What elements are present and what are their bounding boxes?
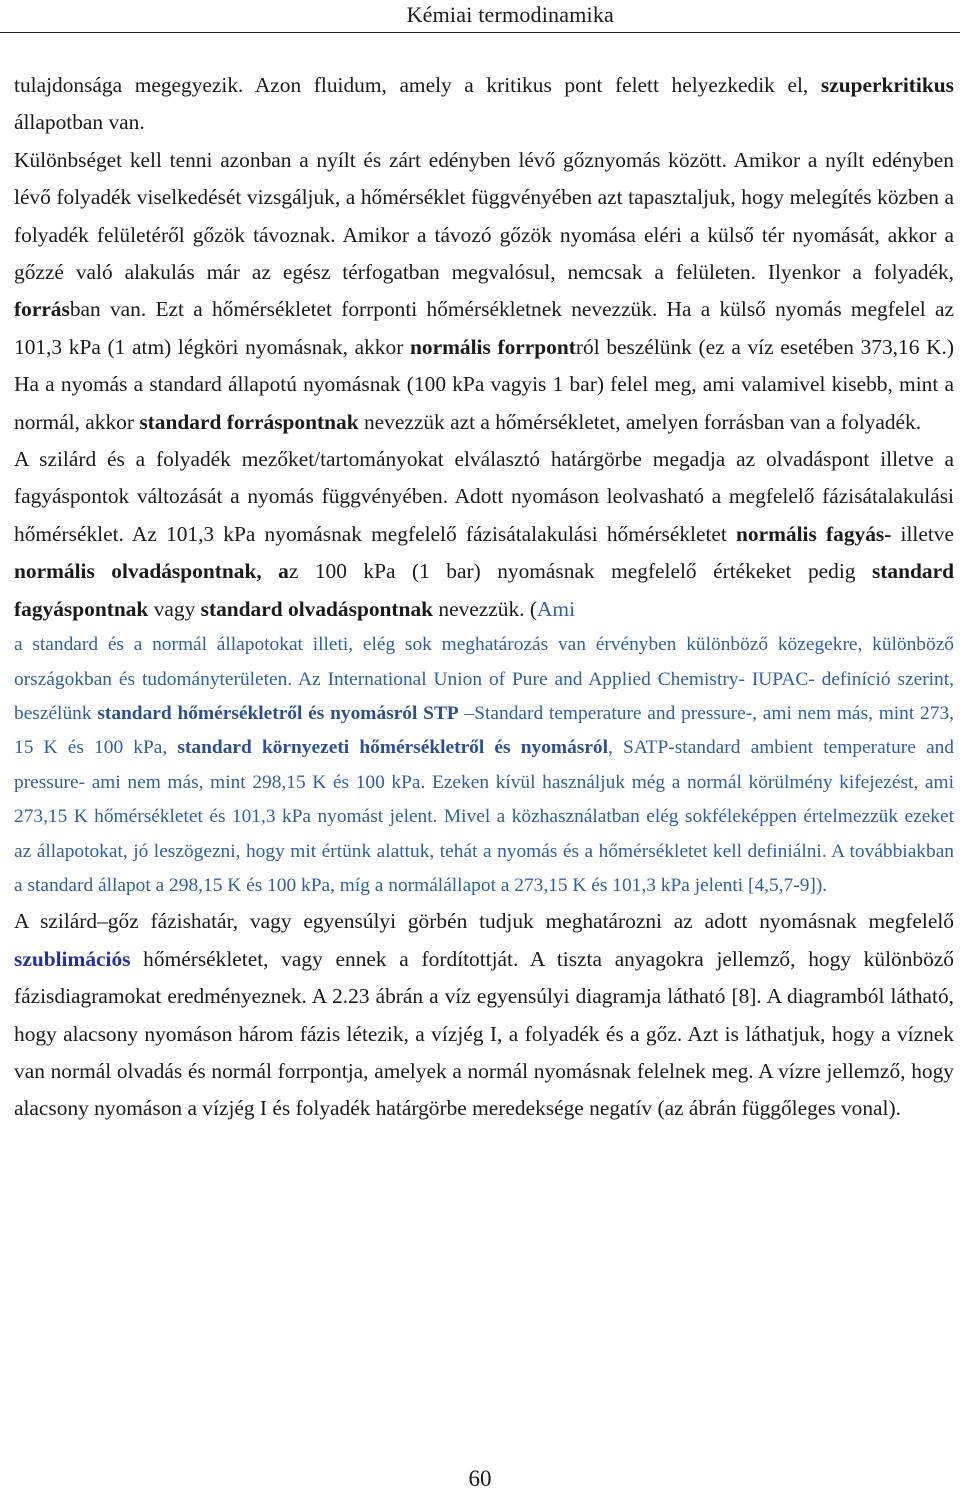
paragraph-3 [14,441,954,628]
text-run: a standard és a normál állapotokat illeti, elég sok meghatározás van érvényben különböző közegekre, különböző országokban és tudományterületen. Az International Union of Pure and Applied Chemistry- IUPAC- definíció szerint, beszélünk [14,634,954,724]
text-run: nevezzük azt a hőmérsékletet, amelyen forrásban van a folyadék. [358,409,922,434]
text-run: z 100 kPa (1 bar) nyomásnak megfelelő értékeket pedig [288,559,872,584]
text-run: ban van. Ezt a hőmérsékletet forrponti hőmérsékletnek nevezzük. Ha a külső nyomás megfelel az 101,3 kPa (1 atm) légköri nyomásnak, akkor [14,297,954,359]
text-run: , SATP-standard ambient temperature and pressure- ami nem más, mint 298,15 K és 100 kPa. Ezeken kívül használjuk még a normál körülmény kifejezést, ami 273,15 K hőmérsékletet és 101,3 kPa nyomást jelent. Mivel a közhasználatban elég sokféleképpen értelmezzük ezeket az állapotokat, jó leszögezni, hogy mit értünk alattuk, tehát a nyomás és a hőmérsékletet kell definiálni. A továbbiakban a standard állapot a 298,15 K és 100 kPa, míg a normálállapot a 273,15 K és 101,3 kPa jelenti [4,5,7-9]). [14,737,954,896]
bold-term: szublimációs [14,946,131,971]
text-run: nevezzük. ( [433,596,537,621]
text-run: állapotban van. [14,110,145,135]
bold-term: forrás [14,297,70,322]
bold-term: normális fagyás- [736,521,892,546]
blue-text-run: Ami [536,596,576,621]
body-text [14,67,954,1128]
text-run: tulajdonsága megegyezik. Azon fluidum, amely a kritikus pont felett helyezkedik el, [14,73,821,97]
running-head-title: Kémiai termodinamika [406,2,614,27]
bold-term: standard környezeti hőmérsékletről és nyomásról [177,737,609,759]
page-number: 60 [468,1466,492,1491]
bold-term: standard fagyáspontnak [14,559,955,621]
paragraph-2 [14,142,954,441]
text-run: Különbséget kell tenni azonban a nyílt és zárt edényben lévő gőznyomás között. Amikor a nyílt edényben lévő folyadék viselkedését vizsgáljuk, a hőmérséklet függvényében azt tapasztaljuk, hogy melegítés közben a folyadék felületéről gőzök távoznak. Amikor a távozó gőzök nyomása eléri a külső tér nyomását, akkor a gőzzé való alakulás már az egész térfogatban megvalósul, nemcsak a felületen. Ilyenkor a folyadék, [14,147,954,285]
bold-term: standard hőmérsékletről és nyomásról STP [97,702,459,724]
header-rule [0,32,960,33]
text-run: hőmérsékletet, vagy ennek a fordítottját. A tiszta anyagokra jellemző, hogy különböző fázisdiagramokat eredményeznek. A 2.23 ábrán a víz egyensúlyi diagramja látható [8]. A diagramból látható, hogy alacsony nyomáson három fázis létezik, a vízjég I, a folyadék és a gőz. Azt is láthatjuk, hogy a víznek van normál olvadás és normál forrpontja, amelyek a normál nyomásnak felelnek meg. A vízre jellemző, hogy alacsony nyomáson a vízjég I és folyadék határgörbe meredeksége negatív (az ábrán függőleges vonal). [14,946,954,1121]
paragraph-1 [14,67,954,142]
text-run: vagy [148,596,201,621]
page-header [0,0,960,34]
blue-note-paragraph [14,628,954,903]
text-run: illetve [891,521,954,546]
text-run: ról beszélünk (ez a víz esetében 373,16 K.) Ha a nyomás a standard állapotú nyomásnak (100 kPa vagyis 1 bar) felel meg, ami valamivel kisebb, mint a normál, akkor [14,334,955,434]
paragraph-4 [14,903,954,1127]
bold-term: szuperkritikus [820,73,954,97]
bold-term: standard forráspontnak [139,409,359,434]
bold-term: normális olvadáspontnak, a [14,559,289,584]
text-run: A szilárd és a folyadék mezőket/tartományokat elválasztó határgörbe megadja az olvadáspont illetve a fagyáspontok változását a nyomás függvényében. Adott nyomáson leolvasható a megfelelő fázisátalakulási hőmérséklet. Az 101,3 kPa nyomásnak megfelelő fázisátalakulási hőmérsékletet [14,447,954,546]
text-run: A szilárd–gőz fázishatár, vagy egyensúlyi görbén tudjuk meghatározni az adott nyomásnak megfelelő [14,909,954,934]
bold-term: normális forrpont [410,334,576,359]
text-run: –Standard temperature and pressure-, ami nem más, mint 273, 15 K és 100 kPa, [14,702,954,759]
bold-term: standard olvadáspontnak [200,596,434,621]
